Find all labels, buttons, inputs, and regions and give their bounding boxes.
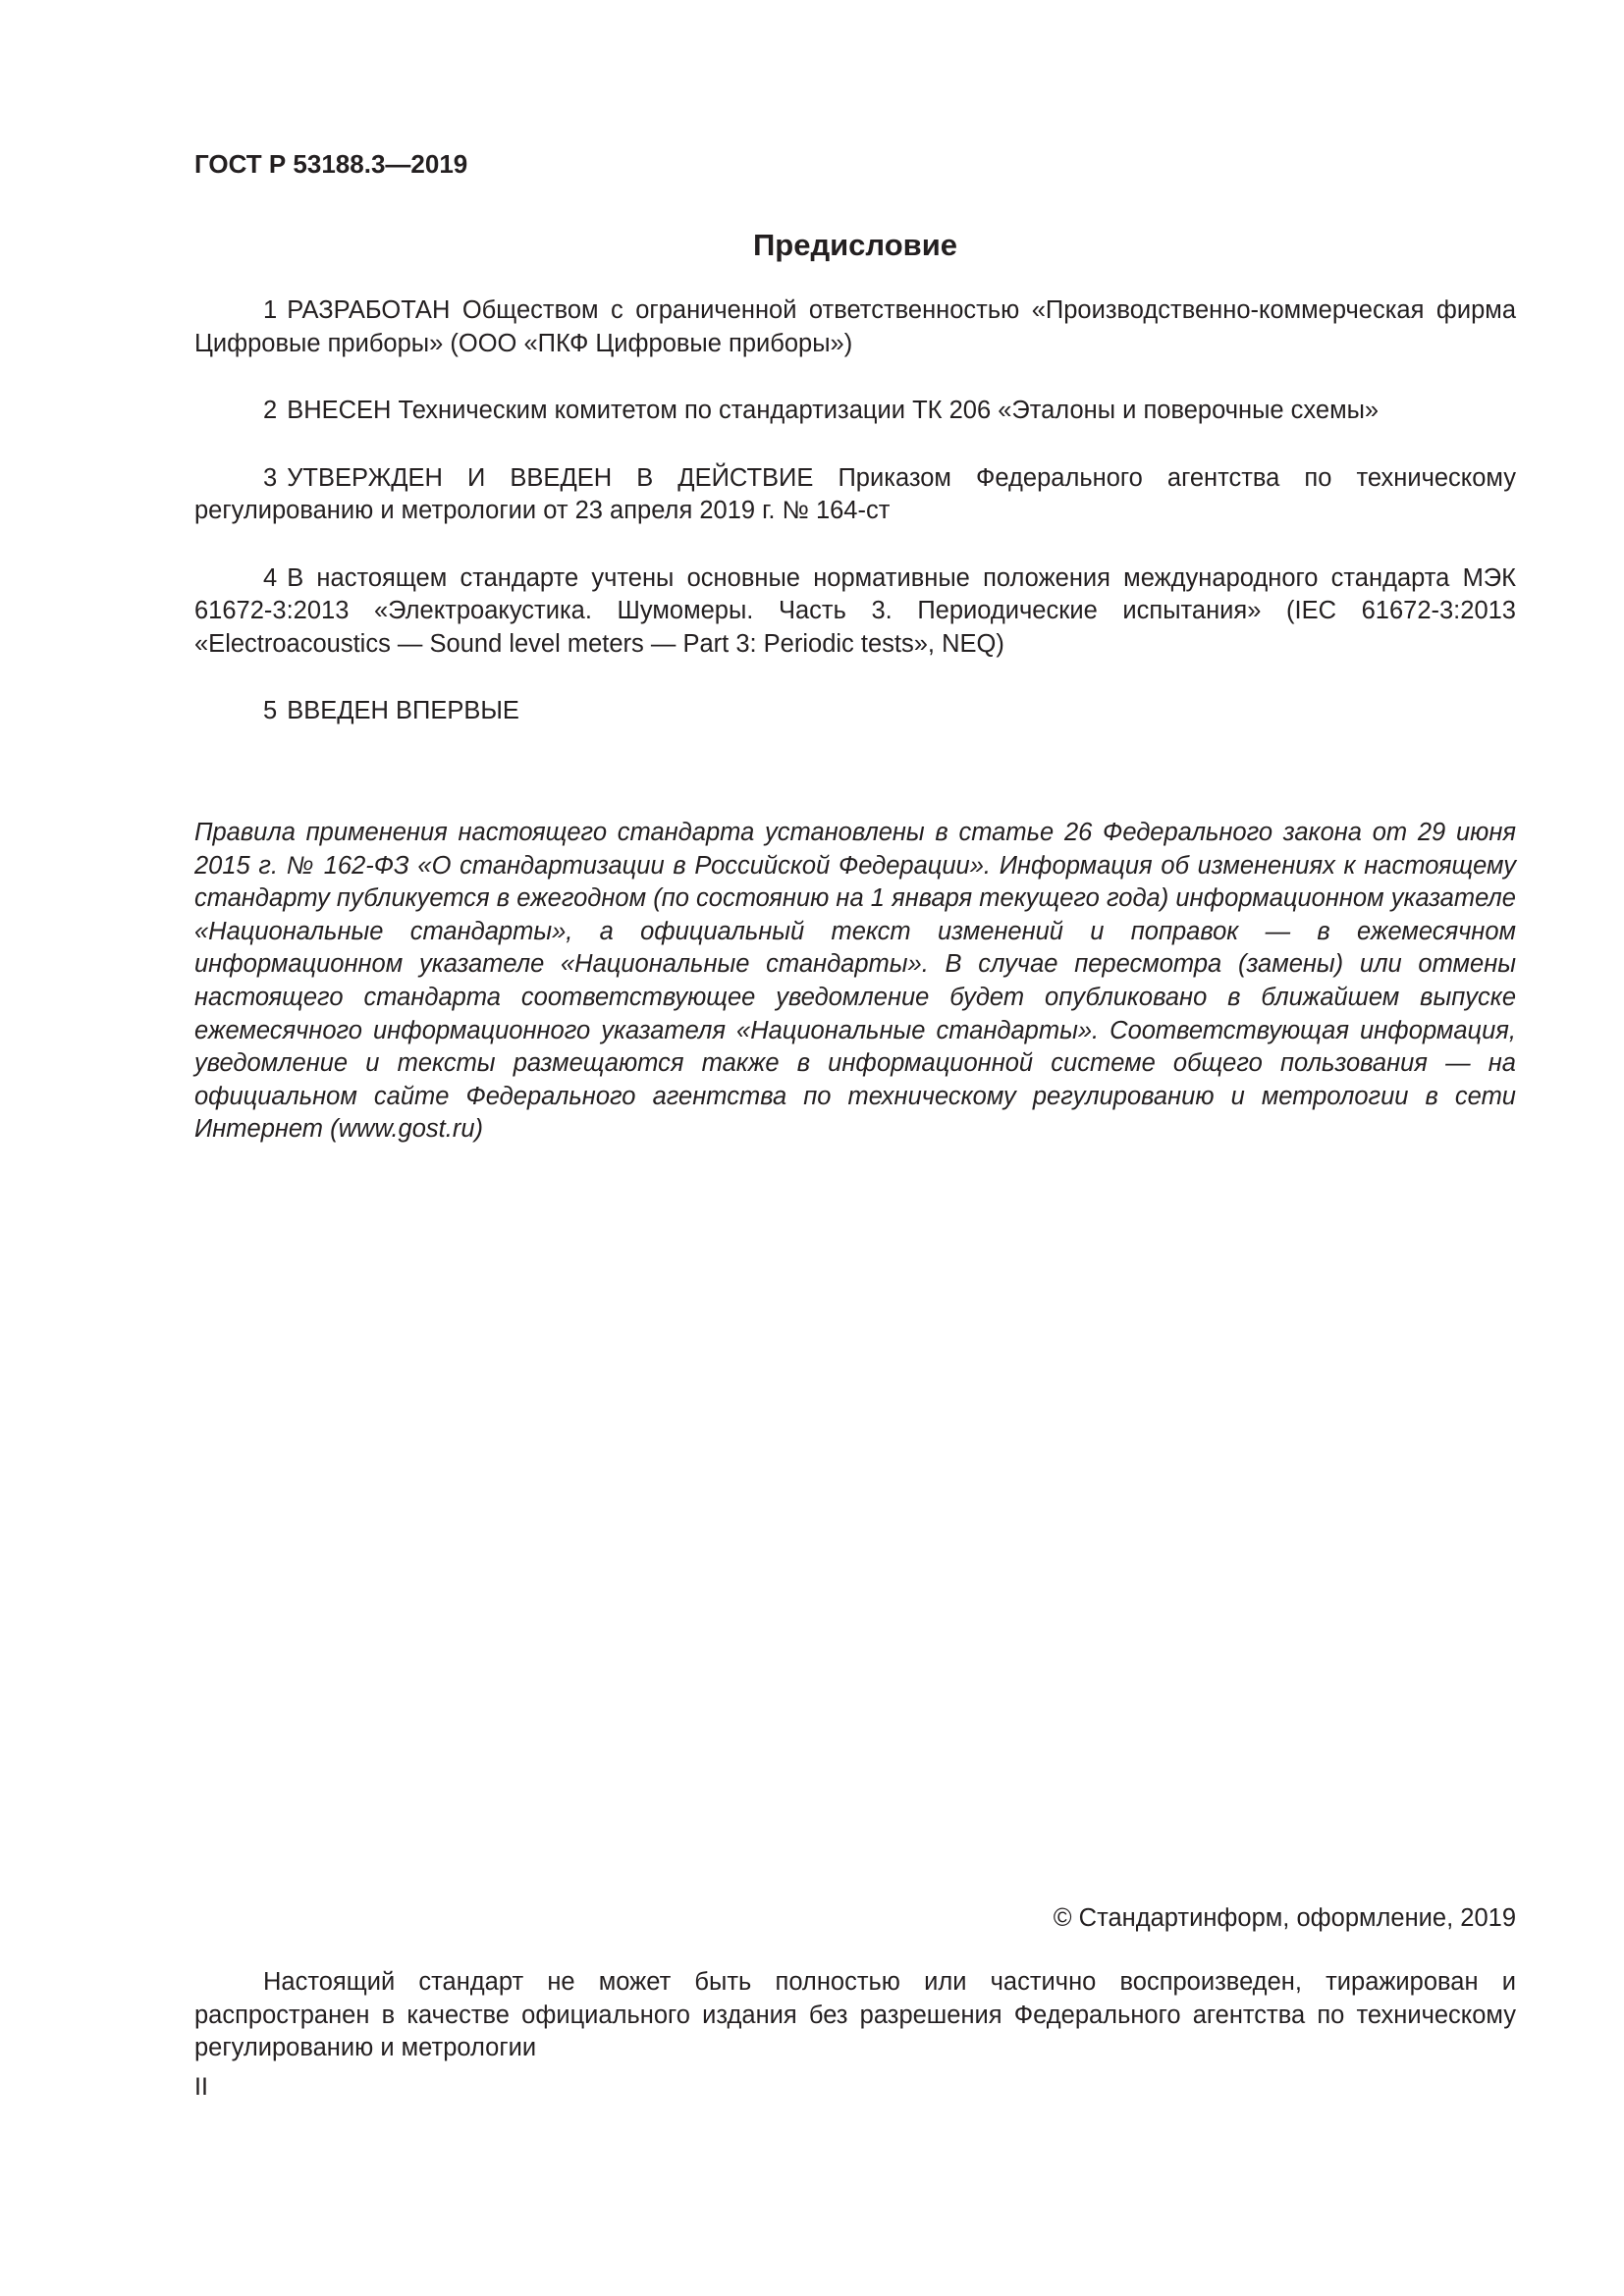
item-text: УТВЕРЖДЕН И ВВЕДЕН В ДЕЙСТВИЕ Приказом Федерального агентства по техническому регулированию и метрологии от 23 апреля 2019 г. № 164-ст [194,463,1516,524]
item-number: 1 [263,296,278,324]
item-text: В настоящем стандарте учтены основные нормативные положения международного стандарта МЭК 61672-3:2013 «Электроакустика. Шумомеры. Часть 3. Периодические испытания» (IEC 61672-3:2013 «Electroacoustics — Sound level meters — Part 3: Periodic tests», NEQ) [194,563,1516,658]
item-text: ВВЕДЕН ВПЕРВЫЕ [287,697,519,724]
copyright-line: © Стандартинформ, оформление, 2019 [1053,1904,1516,1932]
item-number: 5 [263,697,278,724]
preface-items [194,294,1516,763]
item-number: 4 [263,563,278,592]
reproduction-notice: Настоящий стандарт не может быть полностью или частично воспроизведен, тиражирован и распространен в качестве официального издания без разрешения Федерального агентства по техническому регулированию и метрологии [194,1968,1516,2061]
page-number: II [194,2073,208,2101]
item-text: РАЗРАБОТАН Обществом с ограниченной ответственностью «Производственно-коммерческая фирма Цифровые приборы» (ООО «ПКФ Цифровые приборы») [194,296,1516,357]
preface-item-1 [194,294,1516,360]
item-number: 3 [263,463,278,492]
preface-item-2 [194,395,1516,428]
item-text: ВНЕСЕН Техническим комитетом по стандартизации ТК 206 «Эталоны и поверочные схемы» [287,397,1380,424]
section-title: Предисловие [752,228,957,262]
preface-item-4 [194,562,1516,662]
document-page [194,0,1516,2296]
preface-item-5 [194,695,1516,728]
application-rules-notice: Правила применения настоящего стандарта установлены в статье 26 Федерального закона от 29 июня 2015 г. № 162-ФЗ «О стандартизации в Российской Федерации». Информация об изменениях к настоящему стандарту публикуется в ежегодном (по состоянию на 1 января текущего года) информационном указателе «Национальные стандарты», а официальный текст изменений и поправок — в ежемесячном информационном указателе «Национальные стандарты». В случае пересмотра (замены) или отмены настоящего стандарта соответствующее уведомление будет опубликовано в ближайшем выпуске ежемесячного информационного указателя «Национальные стандарты». Соответствующая информация, уведомление и тексты размещаются также в информационной системе общего пользования — на официальном сайте Федерального агентства по техническому регулированию и метрологии в сети Интернет (www.gost.ru) [194,819,1516,1144]
document-code: ГОСТ Р 53188.3—2019 [194,149,468,179]
preface-item-3 [194,462,1516,528]
item-number: 2 [263,397,278,424]
